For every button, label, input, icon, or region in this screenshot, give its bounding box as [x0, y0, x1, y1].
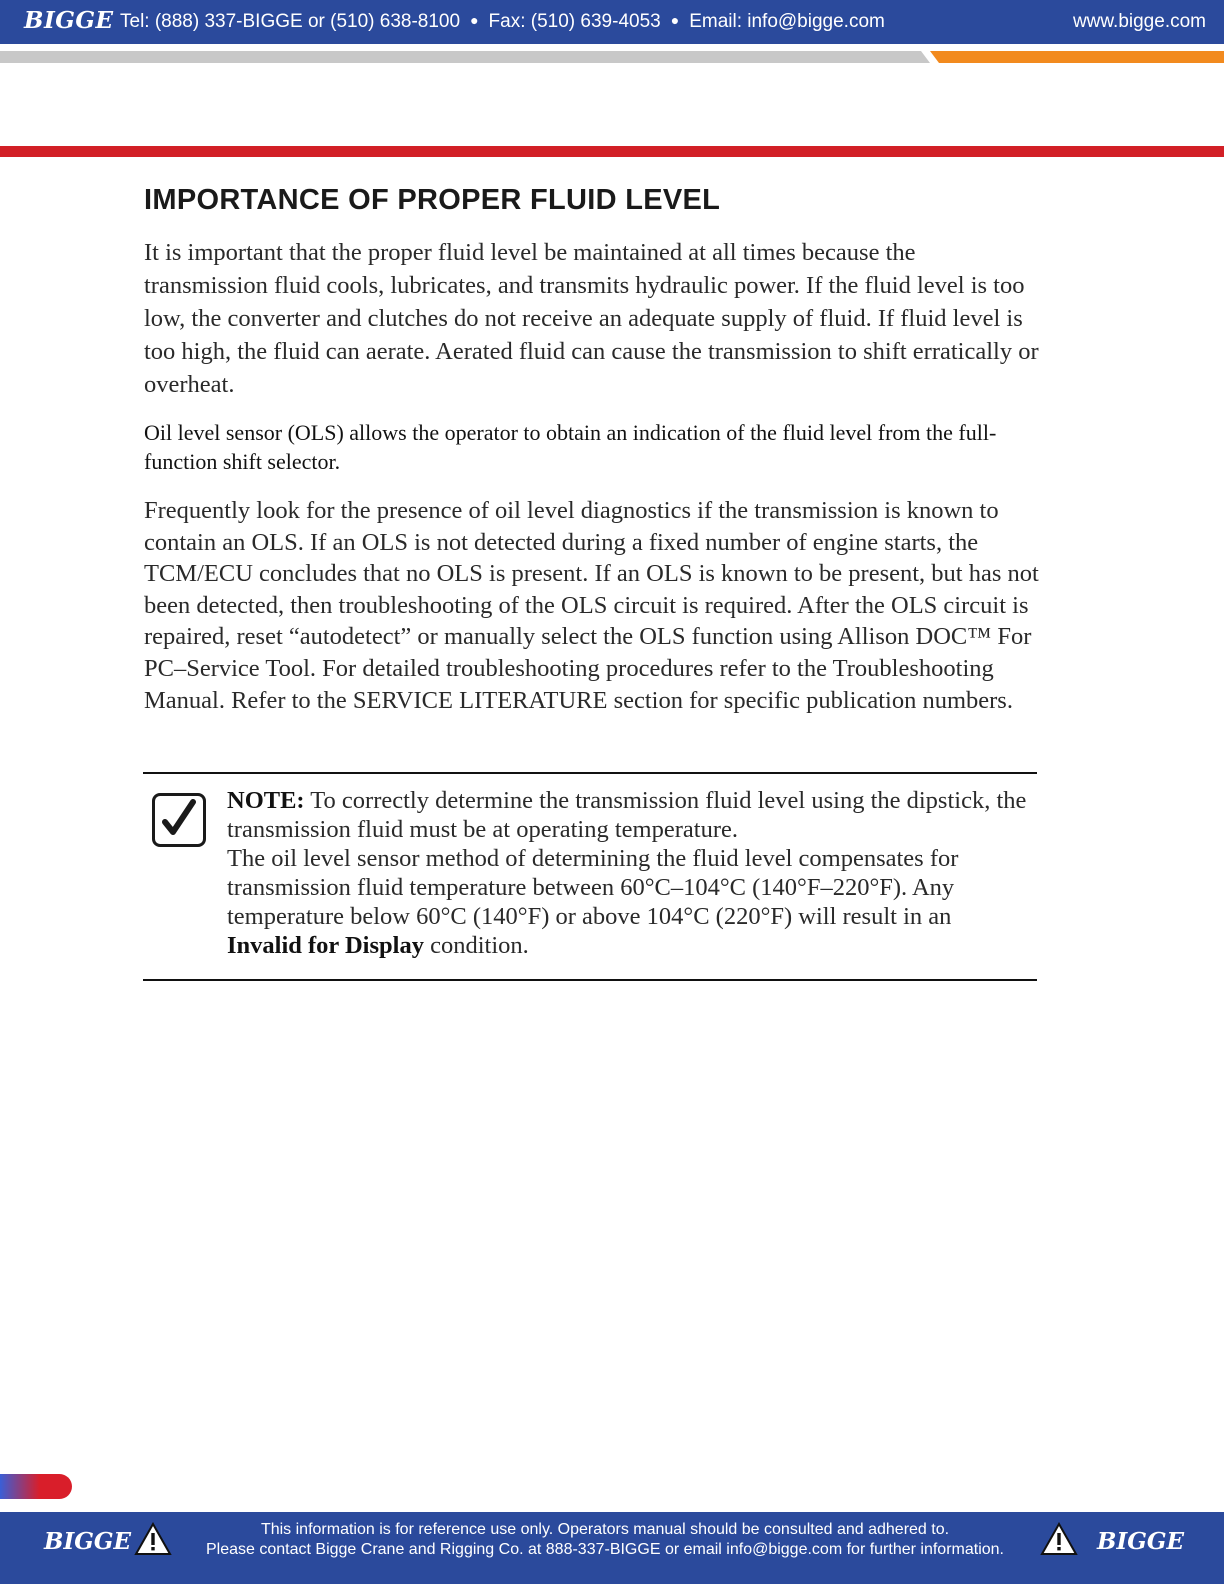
checkmark-icon [159, 798, 201, 842]
phone-number[interactable]: Tel: (888) 337-BIGGE or (510) 638-8100 [120, 11, 461, 32]
warning-triangle-icon [1040, 1522, 1078, 1556]
paragraph-ols-diagnostics: Frequently look for the presence of oil level diagnostics if the transmission is known to contain an OLS. If an OLS is not detected during a fixed number of engine starts, the TCM/ECU concludes that no OLS is present. If an OLS is known to be present, but has not been detected, then troubleshooting of the OLS circuit is required. After the OLS circuit is repaired, reset “autodetect” or manually select the OLS function using Allison DOC™ For PC–Service Tool. For detailed troubleshooting procedures refer to the Troubleshooting Manual. Refer to the SERVICE LITERATURE section for specific publication numbers. [144, 497, 1039, 714]
section-title: IMPORTANCE OF PROPER FLUID LEVEL [144, 184, 721, 216]
website-link[interactable]: www.bigge.com [1072, 11, 1206, 32]
note-line-end: condition. [430, 932, 529, 959]
red-divider-band [0, 146, 1224, 157]
page-marker-tab [0, 1474, 72, 1499]
gray-accent-stripe [0, 51, 930, 63]
note-invalid-display: Invalid for Display [227, 932, 424, 959]
header-bar [0, 0, 1224, 44]
orange-accent-stripe [930, 51, 1224, 63]
paragraph-ols-intro: Oil level sensor (OLS) allows the operator to obtain an indication of the fluid level from the full-function shift selector. [144, 420, 997, 474]
footer-line-reference: This information is for reference use only. Operators manual should be consulted and adhered to. [260, 1521, 950, 1538]
footer-logo-left: BIGGE [44, 1528, 132, 1555]
bigge-logo[interactable]: BIGGE [24, 7, 114, 34]
separator-dot-icon: ● [470, 12, 479, 28]
contact-info [120, 11, 885, 33]
note-line-sensor: The oil level sensor method of determining the fluid level compensates for transmission fluid temperature between 60°C–104°C (140°F–220°F). Any temperature below 60°C (140°F) or above 104°C (220°F) will result in an [227, 845, 959, 930]
footer-logo-right: BIGGE [1097, 1528, 1185, 1555]
note-text [227, 786, 1027, 960]
footer-bar [0, 1512, 1224, 1584]
footer-line-contact: Please contact Bigge Crane and Rigging Co. at 888-337-BIGGE or email info@bigge.com for further information. [206, 1541, 1004, 1558]
fax-number: Fax: (510) 639-4053 [488, 11, 661, 32]
warning-triangle-icon [134, 1522, 172, 1556]
separator-dot-icon: ● [670, 12, 680, 28]
section-header [144, 184, 1044, 217]
checkbox-check-icon [152, 793, 206, 847]
note-line-dipstick: To correctly determine the transmission fluid level using the dipstick, the transmission fluid must be at operating temperature. [227, 787, 1027, 843]
note-label: NOTE: [227, 787, 305, 814]
email-link[interactable]: Email: info@bigge.com [689, 11, 885, 32]
note-bottom-rule [143, 979, 1037, 981]
paragraph-fluid-importance: It is important that the proper fluid level be maintained at all times because the transmission fluid cools, lubricates, and transmits hydraulic power. If the fluid level is too low, the converter and clutches do not receive an adequate supply of fluid. If fluid level is too high, the fluid can aerate. Aerated fluid can cause the transmission to shift erratically or overheat. [144, 239, 1039, 398]
footer-disclaimer [190, 1520, 1020, 1560]
note-top-rule [143, 772, 1037, 774]
